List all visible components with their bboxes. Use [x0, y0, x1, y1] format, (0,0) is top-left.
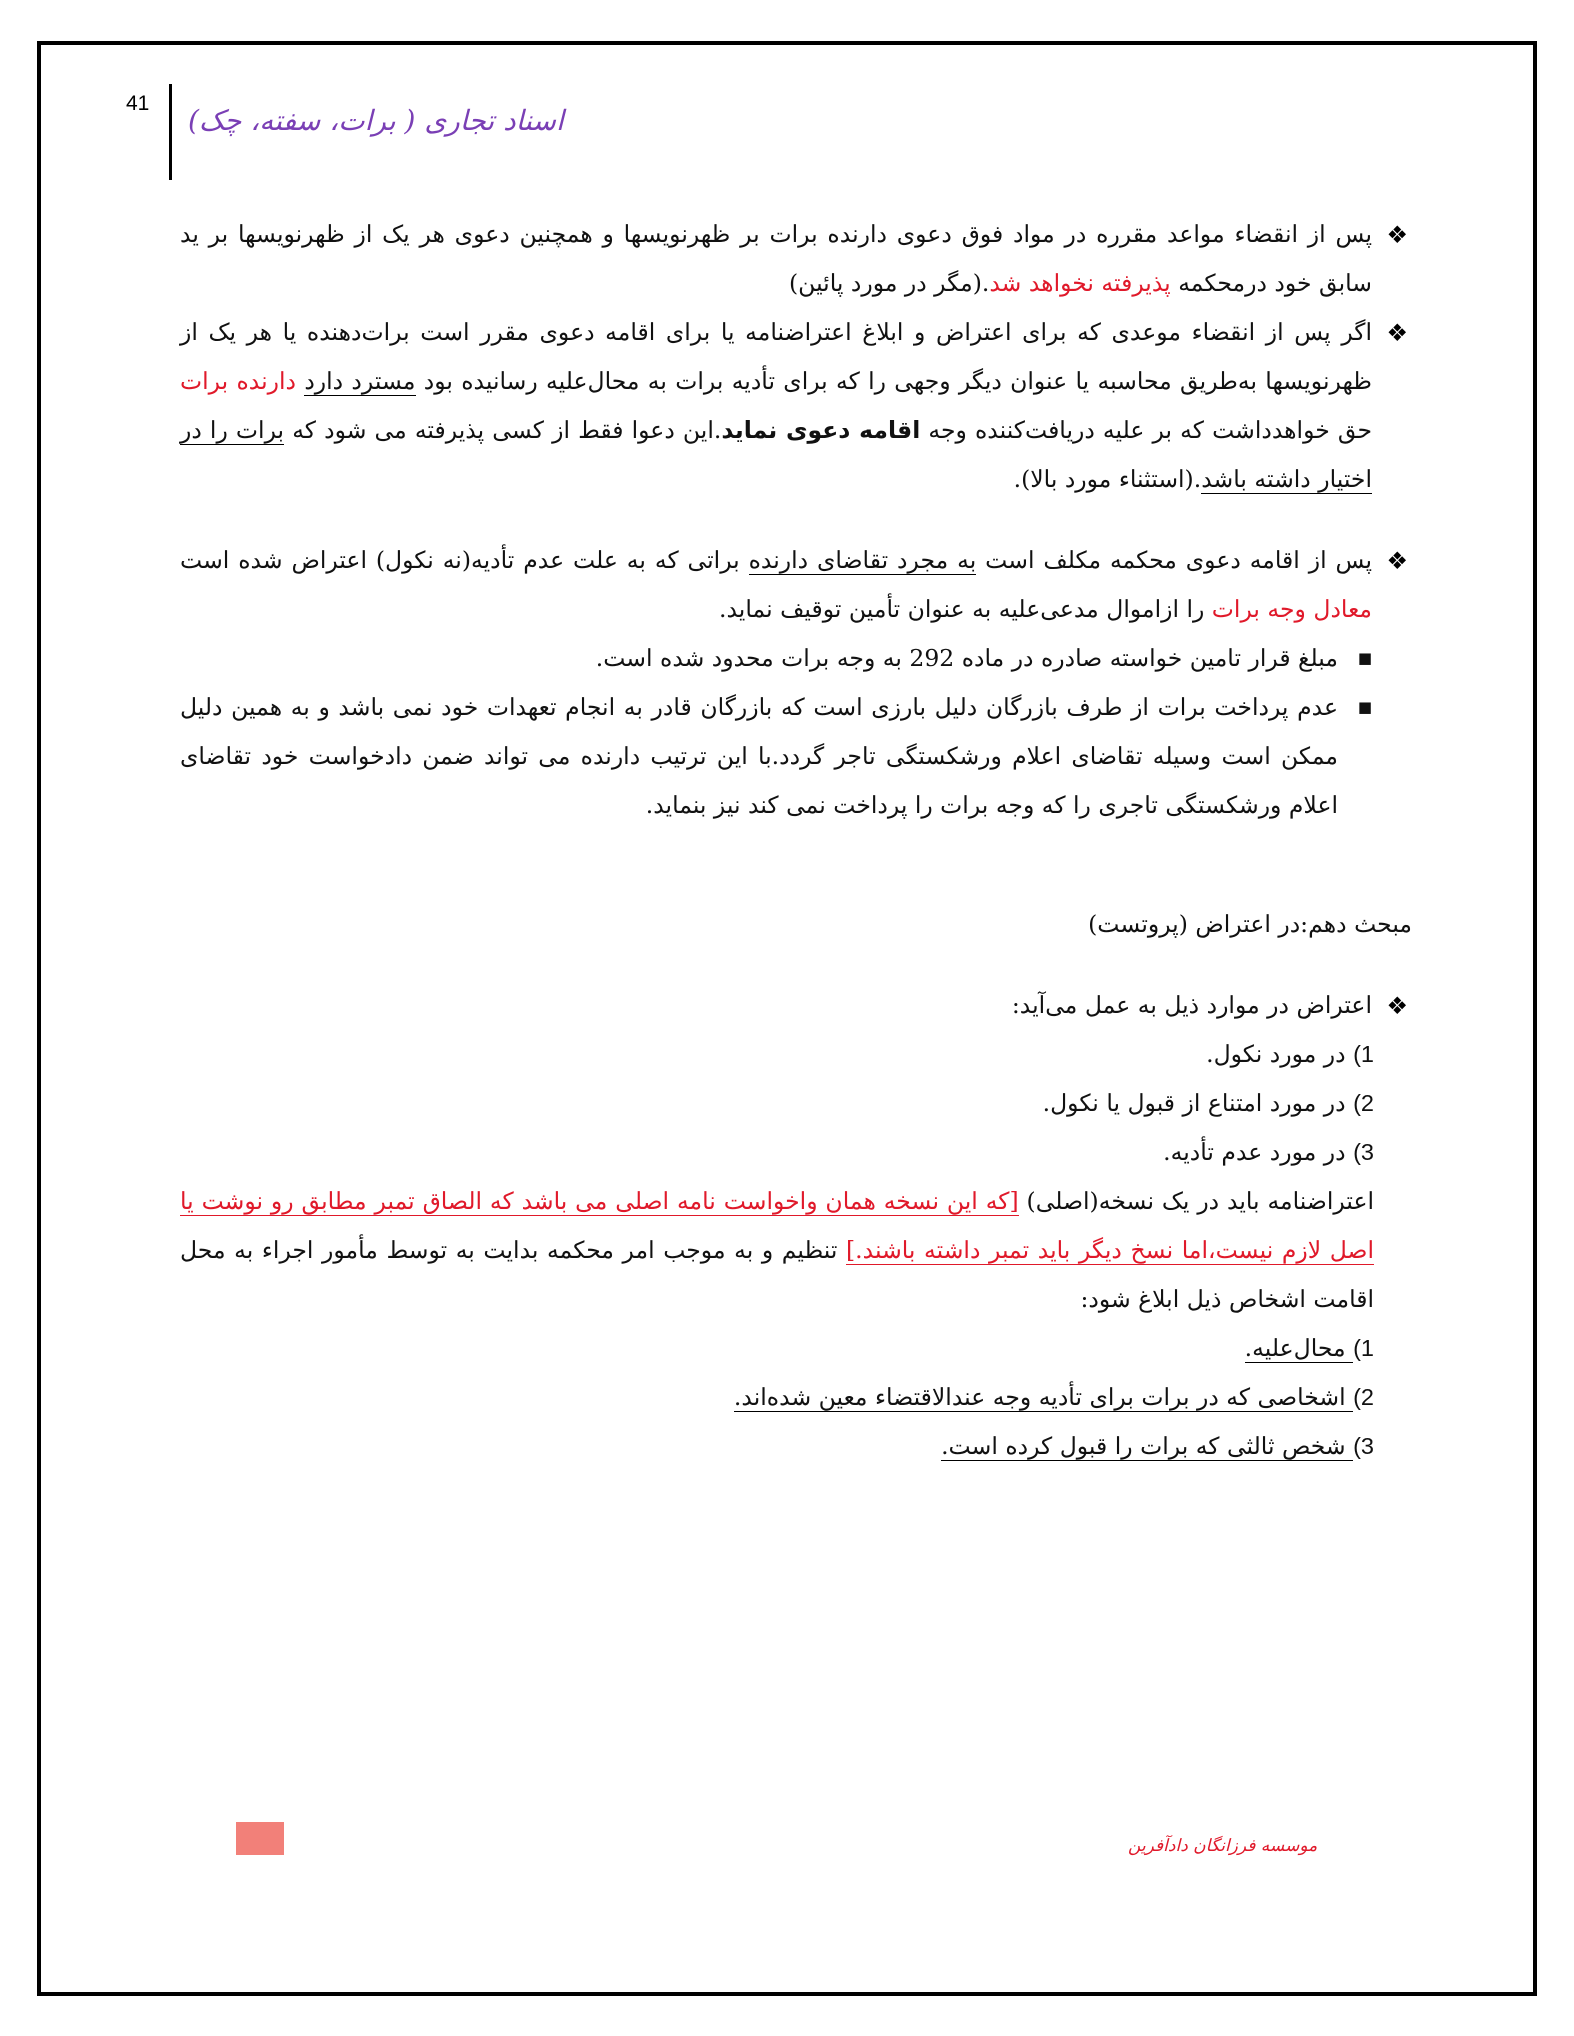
diamond-bullet-icon: ❖	[1386, 547, 1408, 575]
square-bullet-icon: ■	[1357, 649, 1372, 667]
header-divider	[169, 84, 172, 180]
paragraph-2: ❖ اگر پس از انقضاء موعدی که برای اعتراض و ابلاغ اعتراضنامه یا برای اقامه دعوی مقرر است برات‌دهنده یا هر یک از ظهرنویسها به‌طریق محاسبه یا عنوان دیگر وجهی را که برای تأدیه برات به محال‌علیه رسانیده بود مسترد دارد دارنده برات حق خواهدداشت که بر علیه دریافت‌کننده وجه اقامه دعوی نماید.این دعوا فقط از کسی پذیرفته می شود که برات را در اختیار داشته باشد.(استثناء مورد بالا).	[180, 308, 1374, 504]
paragraph-5: اعتراضنامه باید در یک نسخه(اصلی) [که این نسخه همان واخواست نامه اصلی می باشد که الصاق تمبر مطابق رو نوشت یا اصل لازم نیست،اما نسخ دیگر باید تمبر داشته باشند.] تنظیم و به موجب امر محکمه بدایت به توسط مأمور اجراء به محل اقامت اشخاص ذیل ابلاغ شود:	[180, 1187, 1374, 1313]
list-item: 2) اشخاصی که در برات برای تأدیه وجه عندالاقتضاء معین شده‌اند.	[733, 1383, 1374, 1411]
list-item: 3) شخص ثالثی که برات را قبول کرده است.	[941, 1432, 1374, 1460]
header-title: اسناد تجاری ( برات، سفته، چک)	[188, 104, 564, 137]
footer-publisher: موسسه فرزانگان دادآفرین	[1128, 1836, 1318, 1856]
square-bullet-icon: ■	[1357, 698, 1372, 716]
list-item: ■ مبلغ قرار تامین خواسته صادره در ماده 292 به وجه برات محدود شده است.	[180, 634, 1338, 683]
section-heading: مبحث دهم:در اعتراض (پروتست)	[1088, 910, 1412, 938]
paragraph-4: ❖ اعتراض در موارد ذیل به عمل می‌آید:	[180, 981, 1374, 1030]
page-content	[180, 210, 1412, 1471]
paragraph-3: ❖ پس از اقامه دعوی محکمه مکلف است به مجرد تقاضای دارنده براتی که به علت عدم تأدیه(نه نکول) اعتراض شده است معادل وجه برات را ازاموال مدعی‌علیه به عنوان تأمین توقیف نماید.	[180, 536, 1374, 634]
list-item: 1) محال‌علیه.	[1244, 1334, 1374, 1362]
numbered-list-1	[180, 1030, 1374, 1177]
diamond-bullet-icon: ❖	[1386, 319, 1408, 347]
footer-color-box	[236, 1822, 284, 1855]
underlined-text: به مجرد تقاضای دارنده	[748, 546, 977, 574]
diamond-bullet-icon: ❖	[1386, 221, 1408, 249]
highlight-text: [که این نسخه همان واخواست نامه اصلی می باشد که الصاق تمبر مطابق رو نوشت یا اصل لازم نیست،اما نسخ دیگر باید تمبر داشته باشند.]	[180, 1187, 1374, 1264]
bold-text: اقامه دعوی نماید	[721, 416, 921, 444]
list-item: ■ عدم پرداخت برات از طرف بازرگان دلیل بارزی است که بازرگان قادر به انجام تعهدات خود نمی باشد و به همین دلیل ممکن است وسیله تقاضای اعلام ورشکستگی تاجر گردد.با این ترتیب دارنده می تواند ضمن دادخواست خود تقاضای اعلام ورشکستگی تاجری را که وجه برات را پرداخت نمی کند نیز بنماید.	[180, 683, 1338, 830]
list-item: 2) در مورد امتناع از قبول یا نکول.	[1042, 1089, 1374, 1117]
highlight-text: پذیرفته نخواهد شد	[989, 269, 1171, 297]
highlight-text: معادل وجه برات	[1211, 595, 1372, 623]
underlined-text: مسترد دارد	[304, 367, 416, 395]
page-number: 41	[126, 92, 150, 115]
list-item: 3) در مورد عدم تأدیه.	[1163, 1138, 1374, 1166]
underlined-text: برات را در اختیار داشته باشد	[180, 416, 1372, 493]
highlight-text: دارنده برات	[180, 367, 296, 395]
diamond-bullet-icon: ❖	[1386, 992, 1408, 1020]
bullet-list	[180, 634, 1374, 830]
list-item: 1) در مورد نکول.	[1206, 1040, 1374, 1068]
numbered-list-2	[180, 1324, 1374, 1471]
paragraph-1: ❖ پس از انقضاء مواعد مقرره در مواد فوق دعوی دارنده برات بر ظهرنویسها و همچنین دعوی هر یک از ظهرنویسها بر ید سابق خود درمحکمه پذیرفته نخواهد شد.(مگر در مورد پائین)	[180, 210, 1374, 308]
